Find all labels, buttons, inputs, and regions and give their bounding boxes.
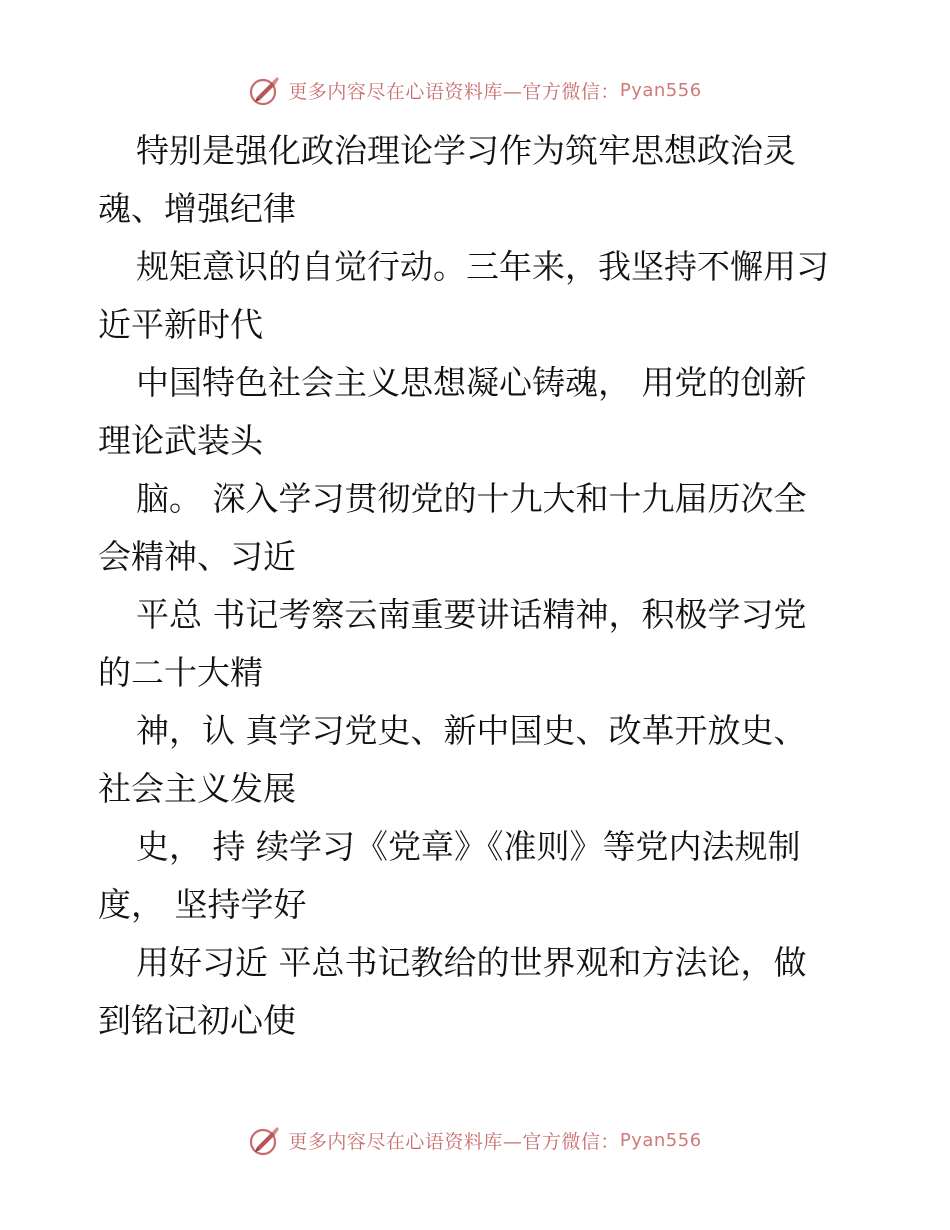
paragraph-5 xyxy=(98,586,898,702)
watermark-wechat-id: Pyan556 xyxy=(619,1129,702,1151)
pen-logo-icon xyxy=(248,73,282,107)
paragraph-line: 理论武装头 xyxy=(98,421,263,460)
paragraph-line: 特别是强化政治理论学习作为筑牢思想政治灵 xyxy=(136,131,796,170)
paragraph-line: 会精神、习近 xyxy=(98,537,296,576)
watermark-banner-top xyxy=(0,70,950,110)
paragraph-8 xyxy=(98,934,898,1050)
paragraph-line: 的二十大精 xyxy=(98,653,263,692)
paragraph-2 xyxy=(98,238,898,354)
paragraph-3 xyxy=(98,354,898,470)
paragraph-line: 史， 持 续学习《党章》《准则》等党内法规制 xyxy=(136,827,801,866)
document-body xyxy=(98,122,898,1050)
watermark-text: 更多内容尽在心语资料库—官方微信： xyxy=(288,80,620,103)
paragraph-1 xyxy=(98,122,898,238)
paragraph-7 xyxy=(98,818,898,934)
pen-logo-icon xyxy=(248,1123,282,1157)
watermark-wechat-id: Pyan556 xyxy=(619,79,702,101)
paragraph-line: 用好习近 平总书记教给的世界观和方法论，做 xyxy=(136,943,807,982)
paragraph-line: 社会主义发展 xyxy=(98,769,296,808)
paragraph-line: 中国特色社会主义思想凝心铸魂， 用党的创新 xyxy=(136,363,807,402)
paragraph-line: 神，认 真学习党史、新中国史、改革开放史、 xyxy=(136,711,807,750)
paragraph-line: 近平新时代 xyxy=(98,305,263,344)
paragraph-6 xyxy=(98,702,898,818)
paragraph-line: 度， 坚持学好 xyxy=(98,885,307,924)
paragraph-line: 平总 书记考察云南重要讲话精神，积极学习党 xyxy=(136,595,807,634)
paragraph-line: 规矩意识的自觉行动。三年来，我坚持不懈用习 xyxy=(136,247,829,286)
paragraph-line: 脑。 深入学习贯彻党的十九大和十九届历次全 xyxy=(136,479,807,518)
paragraph-line: 魂、增强纪律 xyxy=(98,189,296,228)
paragraph-line: 到铭记初心使 xyxy=(98,1001,296,1040)
watermark-text: 更多内容尽在心语资料库—官方微信： xyxy=(288,1130,620,1153)
watermark-banner-bottom xyxy=(0,1120,950,1160)
paragraph-4 xyxy=(98,470,898,586)
